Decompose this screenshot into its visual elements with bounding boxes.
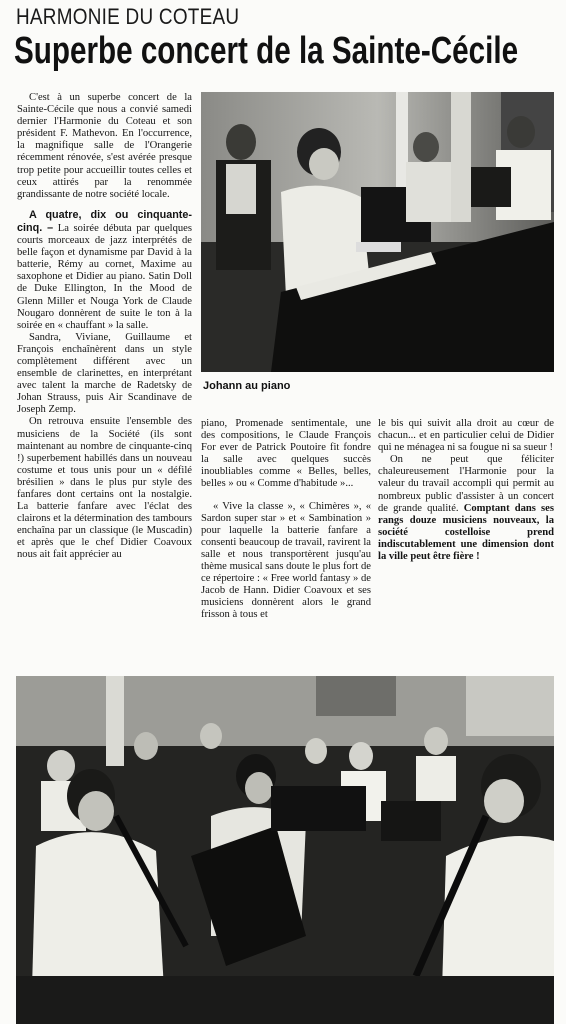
piano-photo [201,92,554,372]
article-column-3 [378,418,554,668]
article-paragraph-2 [17,209,192,332]
column-2-paragraph-2: « Vive la classe », « Chimères », « Sardon super star » et « Sambination » pour laquelle la batterie fanfare a consenti beaucoup de travail, ravirent la salle et nous transportèrent jusqu'au thème musical sans doute le plus fort de ce répertoire : « Free world fantasy » de Jacob de Hann. Didier Coavoux et ses musiciens donnèrent alors le grand frisson à tous et [201,500,371,621]
column-3-paragraph-1: le bis qui suivit alla droit au cœur de chacun... et en particulier celui de Didier qui ne ménagea ni sa fougue ni sa sueur ! [378,418,554,454]
article-paragraph-4: On retrouva ensuite l'ensemble des musiciens de la Société (ils sont maintenant au nombre de cinquante-cinq !) superbement habillés dans un nouveau costume et tous unis pour un « défilé brésilien » dans le plus pur style des fanfares dont certains ont la nostalgie. La batterie fanfare avec l'éclat des clairons et la détermination des tambours enchaîna par un classique (le Muscadin) et après que le chef Didier Coavoux nous ait fait apprécier au [17,416,192,561]
article-headline: Superbe concert de la Sainte-Cécile [14,30,519,72]
lead-heading: A quatre, dix ou cinquante-cinq. – [17,208,192,234]
orchestra-photo [16,676,554,1024]
article-paragraph-3: Sandra, Viviane, Guillaume et François enchaînèrent dans un style complètement différent avec un ensemble de clarinettes, en interprétant avec talent la marche de Radetsky de Johan Strauss, puis Air Scandinave de Joseph Zemp. [17,331,192,416]
article-column-1 [17,92,192,670]
photo-caption: Johann au piano [203,380,291,392]
closing-bold-text: Comptant dans ses rangs douze musiciens nouveaux, la société costelloise prend indiscutablement une dimension dont la ville peut être fière ! [378,502,554,563]
column-2-paragraph-1: piano, Promenade sentimentale, une des compositions, le Claude François For ever de Patrick Poutoire fit fondre la salle avec quelques succès inoubliables comme « Belles, belles, belles » ou « Comme d'habitude »... [201,418,371,490]
article-intro-paragraph: C'est à un superbe concert de la Sainte-Cécile que nous a convié samedi dernier l'Harmonie du Coteau et son président F. Mathevon. En l'occurrence, la magnifique salle de l'Orangerie récemment rénovée, s'est avérée presque trop petite pour accueillir toutes celles et ceux attirés par la renommée grandissante de notre société locale. [17,92,192,200]
article-column-2 [201,418,371,663]
column-3-paragraph-2 [378,454,554,563]
paragraph-2-text: La soirée débuta par quelques courts morceaux de jazz interprétés de belle façon et dynamisme par David à la batterie, Rémy au cornet, Maxime au saxophone et Didier au piano. Satin Doll de Duke Ellington, In the Mood de Glenn Miller et Nouga York de Claude Nougaro donnèrent de suite le ton à la soirée en « chauffant » la salle. [17,222,192,331]
closing-text: On ne peut que féliciter chaleureusement l'Harmonie pour la valeur du travail accompli qui permit au nombreux public d'assister à un concert de grande qualité. [378,454,554,514]
section-rubric: HARMONIE DU COTEAU [16,4,240,29]
